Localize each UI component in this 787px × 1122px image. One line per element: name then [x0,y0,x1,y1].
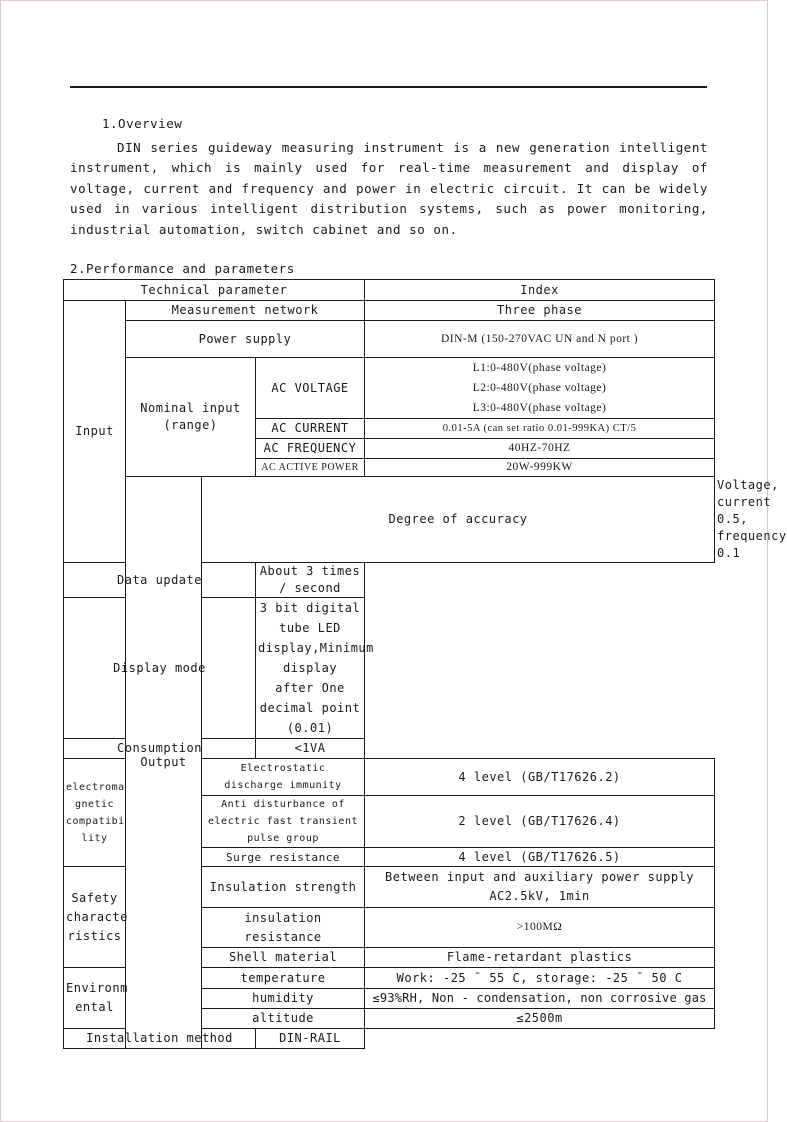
eft-value: 2 level (GB/T17626.4) [365,796,715,848]
table-row [64,739,715,759]
altitude-label: altitude [202,1009,365,1029]
accuracy-label: Degree of accuracy [202,477,715,563]
insulation-resistance-label-line: insulation [244,910,322,925]
table-header-row [64,280,715,301]
table-row [64,1029,715,1049]
ac-voltage-label: AC VOLTAGE [256,358,365,419]
esd-label [202,759,365,796]
emc-label-line: lity [81,832,108,844]
emc-label [64,759,126,867]
table-row [64,563,715,598]
esd-label-line: discharge immunity [224,780,342,791]
ac-voltage-l3: L3:0-480V(phase voltage) [472,402,607,414]
environmental-label-line: Environm [66,981,128,995]
insulation-strength-value [365,867,715,908]
header-param-cell: Technical parameter [64,280,365,301]
table-row [64,321,715,358]
data-update-label: Data update [64,563,256,598]
humidity-label: humidity [202,989,365,1009]
safety-label-line: characte [66,909,128,924]
insulation-strength-label: Insulation strength [202,867,365,908]
overview-line: current and frequency and power in electric circuit. It can be widely used in various [70,180,709,217]
table-row [64,598,715,739]
installation-label: Installation method [64,1029,256,1049]
header-index-cell: Index [365,280,715,301]
overview-heading: 1.Overview [102,116,183,131]
insulation-resistance-label [202,908,365,948]
eft-label-line: electric fast transient [208,816,358,827]
parameters-table [63,279,787,1049]
header-rule [70,86,707,88]
emc-label-line: electroma [66,781,125,793]
insulation-resistance-label-line: resistance [244,929,322,944]
environmental-label [64,968,126,1029]
emc-label-line: compatibi [66,815,125,827]
power-supply-value: DIN-M (150-270VAC UN and N port ) [365,321,715,358]
table-row [64,358,715,419]
ac-voltage-values [365,358,715,419]
display-mode-label: Display mode [64,598,256,739]
nominal-input-label-line: Nominal input [140,401,241,415]
performance-heading: 2.Performance and parameters [70,261,295,276]
safety-label [64,867,126,968]
overview-line: instrument, which is mainly used for real-time measurement and display of voltage, [70,160,708,196]
table-row: Output Degree of accuracy Voltage, current 0.5, frequency 0.1 [64,477,715,563]
ac-current-value: 0.01-5A (can set ratio 0.01-999KA) CT/5 [365,419,715,439]
surge-value: 4 level (GB/T17626.5) [365,848,715,867]
altitude-value: ≤2500m [365,1009,715,1029]
ac-active-power-label: AC ACTIVE POWER [256,459,365,477]
environmental-label-line: ental [75,1000,114,1014]
insulation-strength-value-line: AC2.5kV, 1min [489,889,590,903]
esd-label-line: Electrostatic [240,763,326,774]
overview-line: intelligent distribution systems, such as power monitoring, industrial automation, [70,201,709,237]
safety-label-line: Safety [71,890,118,905]
shell-material-label: Shell material [202,948,365,968]
output-group-cell: Output [126,477,202,1049]
input-group-cell: Input [64,301,126,563]
nominal-input-label-line: (range) [163,418,218,432]
shell-material-value: Flame-retardant plastics [365,948,715,968]
eft-label-line: Anti disturbance of [221,799,345,810]
insulation-strength-value-line: Between input and auxiliary power supply [385,870,695,884]
insulation-resistance-value: >100MΩ [365,908,715,948]
surge-label: Surge resistance [202,848,365,867]
display-mode-value-line: 3 bit digital tube LED display,Minimum display [258,601,374,675]
humidity-value: ≤93%RH, Non - condensation, non corrosive gas [365,989,715,1009]
safety-label-line: ristics [67,928,122,943]
ac-voltage-l1: L1:0-480V(phase voltage) [472,362,607,374]
display-mode-value [256,598,374,739]
esd-value: 4 level (GB/T17626.2) [365,759,715,796]
power-supply-label: Power supply [126,321,365,358]
installation-value: DIN-RAIL [256,1029,365,1049]
consumption-label: Consumption [64,739,256,759]
temperature-value: Work: -25 ¯ 55 C, storage: -25 ¯ 50 C [365,968,715,989]
consumption-value: <1VA [256,739,365,759]
temperature-label: temperature [202,968,365,989]
table-row [64,301,715,321]
data-update-value: About 3 times / second [256,563,365,598]
ac-active-power-value: 20W-999KW [365,459,715,477]
overview-line: switch cabinet and so on. [255,221,458,237]
ac-current-label: AC CURRENT [256,419,365,439]
ac-frequency-label: AC FREQUENCY [256,439,365,459]
measurement-network-label: Measurement network [126,301,365,321]
ac-voltage-l2: L2:0-480V(phase voltage) [472,382,607,394]
overview-paragraph [70,138,708,240]
display-mode-value-line: after One decimal point (0.01) [259,681,361,735]
eft-label [202,796,365,848]
overview-lead: DIN series guideway measuring instrument is a new generation intelligent [117,140,708,155]
nominal-input-label [126,358,256,477]
ac-frequency-value: 40HZ-70HZ [365,439,715,459]
eft-label-line: pulse group [247,833,319,844]
emc-label-line: gnetic [74,798,115,810]
measurement-network-value: Three phase [365,301,715,321]
